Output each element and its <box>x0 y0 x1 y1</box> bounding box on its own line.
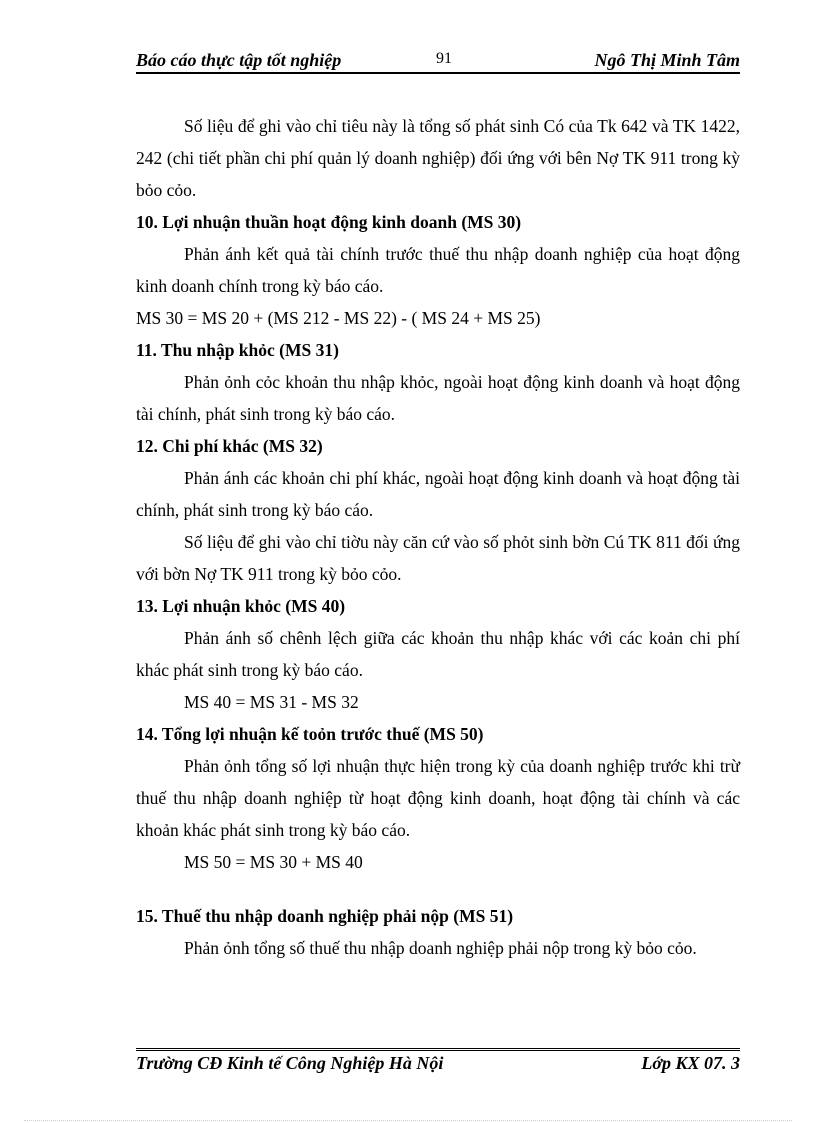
header-report-title: Báo cáo thực tập tốt nghiệp <box>136 50 342 70</box>
paragraph-ms51-desc: Phản ỏnh tổng số thuế thu nhập doanh nghiệp phải nộp trong kỳ bỏo cỏo. <box>184 938 697 958</box>
header-author: Ngô Thị Minh Tâm <box>594 50 740 70</box>
paragraph-ms40-desc: Phản ánh số chênh lệch giữa các khoản thu nhập khác với các koản chi phí khác phát sinh trong kỳ báo cáo. <box>136 628 740 680</box>
paragraph-ms30-source: Số liệu để ghi vào chỉ tiêu này là tổng số phát sinh Có của Tk 642 và TK 1422, 242 (chi tiết phần chi phí quản lý doanh nghiệp) đối ứng với bên Nợ TK 911 trong kỳ bỏo cỏo. <box>136 116 740 200</box>
formula-ms40: MS 40 = MS 31 - MS 32 <box>184 692 359 712</box>
formula-ms50: MS 50 = MS 30 + MS 40 <box>184 852 363 872</box>
page-body <box>136 110 740 964</box>
footer-divider <box>136 1048 740 1051</box>
section-heading-11: 11. Thu nhập khỏc (MS 31) <box>136 340 339 360</box>
page-number: 91 <box>436 50 452 67</box>
section-heading-13: 13. Lợi nhuận khỏc (MS 40) <box>136 596 346 616</box>
paragraph-ms32-desc: Phản ánh các khoản chi phí khác, ngoài hoạt động kinh doanh và hoạt động tài chính, phát sinh trong kỳ báo cáo. <box>136 468 740 520</box>
page-header <box>136 50 740 74</box>
paragraph-ms32-source: Số liệu để ghi vào chỉ tiờu này căn cứ vào số phỏt sinh bờn Cú TK 811 đối ứng với bờn Nợ TK 911 trong kỳ bỏo cỏo. <box>136 532 740 584</box>
section-heading-12: 12. Chi phí khác (MS 32) <box>136 436 323 456</box>
formula-ms30: MS 30 = MS 20 + (MS 212 - MS 22) - ( MS 24 + MS 25) <box>136 308 541 328</box>
paragraph-ms30-desc: Phản ánh kết quả tài chính trước thuế thu nhập doanh nghiệp của hoạt động kinh doanh chính trong kỳ báo cáo. <box>136 244 740 296</box>
paragraph-ms31-desc: Phản ỏnh cỏc khoản thu nhập khỏc, ngoài hoạt động kinh doanh và hoạt động tài chính, phát sinh trong kỳ báo cáo. <box>136 372 740 424</box>
spacer <box>136 878 740 900</box>
paragraph-ms50-desc: Phản ỏnh tổng số lợi nhuận thực hiện trong kỳ của doanh nghiệp trước khi trừ thuế thu nhập doanh nghiệp từ hoạt động kinh doanh, hoạt động tài chính và các khoản khác phát sinh trong kỳ báo cáo. <box>136 756 740 840</box>
section-heading-10: 10. Lợi nhuận thuần hoạt động kinh doanh (MS 30) <box>136 212 522 232</box>
footer-school: Trường CĐ Kinh tế Công Nghiệp Hà Nội <box>136 1053 444 1073</box>
page-footer <box>136 1053 740 1077</box>
section-heading-15: 15. Thuế thu nhập doanh nghiệp phải nộp (MS 51) <box>136 906 514 926</box>
footer-class: Lớp KX 07. 3 <box>641 1053 740 1073</box>
section-heading-14: 14. Tổng lợi nhuận kế toỏn trước thuế (MS 50) <box>136 724 484 744</box>
page-edge-divider <box>24 1120 792 1121</box>
